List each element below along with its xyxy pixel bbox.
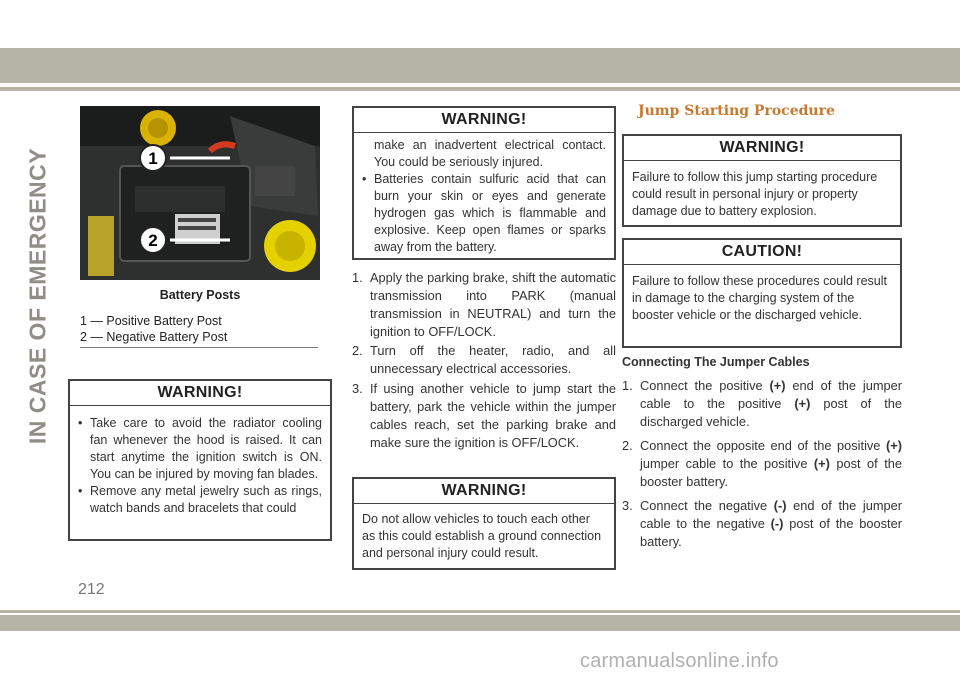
footer-rule [0, 610, 960, 613]
bullet-item: • Remove any metal jewelry such as rings, watch bands and bracelets that could [78, 484, 322, 515]
battery-photo-illustration [80, 106, 320, 280]
watermark: carmanualsonline.info [580, 650, 779, 672]
caution-body: Failure to follow these procedures could result in damage to the charging system of the booster vehicle or the discharged vehicle. [632, 274, 887, 322]
warning-box-left [68, 379, 332, 541]
warning-continuation: make an inadvertent electrical contact. You could be seriously injured. [374, 138, 606, 169]
step-item: 1. Connect the positive (+) end of the jumper cable to the positive (+) post of the discharged vehicle. [622, 378, 902, 429]
warning-box-right [622, 134, 902, 227]
battery-photo [80, 106, 320, 280]
bullet-item: • Take care to avoid the radiator cooling fan whenever the hood is raised. It can start anytime the ignition switch is ON. You can be injured by moving fan blades. [78, 416, 322, 481]
callout-2: 2 [148, 231, 158, 250]
warning-body [70, 406, 330, 523]
warning-heading: WARNING! [719, 139, 805, 156]
warning-heading: WARNING! [441, 482, 527, 499]
caption-line-2: 2 — Negative Battery Post [80, 330, 228, 344]
caption-divider [80, 347, 318, 348]
warning-heading: WARNING! [441, 111, 527, 128]
header-band [0, 48, 960, 83]
caption-line-1: 1 — Positive Battery Post [80, 314, 222, 328]
bullet-item: • Batteries contain sulfuric acid that can burn your skin or eyes and generate hydrogen gas which is flammable and explosive. Keep open flames or sparks away from the battery. [362, 172, 606, 254]
footer-band [0, 615, 960, 631]
subsection-title: Connecting The Jumper Cables [622, 355, 810, 369]
warning-heading: WARNING! [157, 384, 243, 401]
step-item: 3. Connect the negative (-) end of the jumper cable to the negative (-) post of the booster battery. [622, 498, 902, 549]
caution-heading: CAUTION! [721, 243, 803, 260]
callout-1: 1 [148, 149, 158, 168]
warning-box-middle-bottom [352, 477, 616, 570]
warning-body [354, 133, 614, 262]
chapter-side-title: IN CASE OF EMERGENCY [24, 147, 51, 445]
figure-caption-title: Battery Posts [159, 288, 241, 302]
section-title: Jump Starting Procedure [638, 103, 835, 119]
page-number: 212 [78, 581, 105, 598]
header-rule [0, 87, 960, 91]
step-item: 1. Apply the parking brake, shift the automatic transmission into PARK (manual transmission in NEUTRAL) and turn the ignition to OFF/LOCK. [352, 270, 616, 339]
caution-box-right [622, 238, 902, 348]
warning-box-middle-top [352, 106, 616, 260]
warning-body: Failure to follow this jump starting procedure could result in personal injury or property damage due to battery explosion. [632, 170, 878, 218]
step-item: 3. If using another vehicle to jump start the battery, park the vehicle within the jumper cables reach, set the parking brake and make sure the ignition is OFF/LOCK. [352, 381, 616, 450]
step-item: 2. Connect the opposite end of the positive (+) jumper cable to the positive (+) post of the booster battery. [622, 438, 902, 489]
warning-body: Do not allow vehicles to touch each other as this could establish a ground connection and personal injury could result. [362, 512, 602, 560]
step-item: 2. Turn off the heater, radio, and all unnecessary electrical accessories. [352, 343, 616, 376]
